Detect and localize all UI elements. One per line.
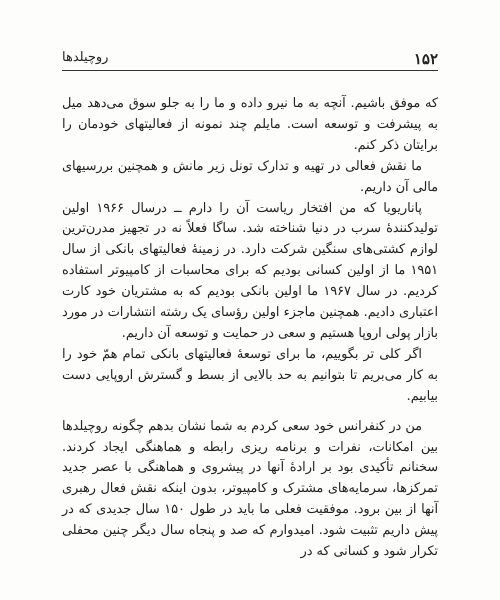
paragraph-2: ما نقش فعالی در تهیه و تدارک تونل زیر مانش و همچنین بررسیهای مالی آن داریم. (62, 158, 438, 195)
page-number: ۱۵۲ (413, 50, 438, 68)
paragraph-3: پاناریویا که من افتخار ریاست آن را دارم ــ درسال ۱۹۶۶ اولین تولیدکنندهٔ سرب در دنیا شناخته شد. ساگا فعلاً نه در تجهیز مدرن‌ترین لوازم کشتی‌های سنگین شرکت دارد. در زمینهٔ فعالیتهای بانکی از سال ۱۹۵۱ ما از اولین کسانی بودیم که برای محاسبات از کامپیوتر استفاده کردیم. در سال ۱۹۶۷ ما اولین بانکی بودیم که به مشتریان خود کارت اعتباری دادیم. همچنین ماجزء اولین رؤسای یک رشته انتشارات در مورد بازار پولی اروپا هستیم و سعی در حمایت و توسعه آن داریم. (62, 200, 439, 341)
running-title: روچیلدها (62, 50, 109, 65)
paragraph-4: اگر کلی تر بگوییم، ما برای توسعهٔ فعالیتهای بانکی تمام همّ خود را به کار می‌بریم تا بتوانیم به حد بالایی از بسط و گسترش اروپایی دست بیابیم. (62, 346, 438, 404)
paragraph-5: من در کنفرانس خود سعی کردم به شما نشان بدهم چگونه روچیلدها بین امکانات، نفرات و برنامه ریزی رابطه و هماهنگی ایجاد کردند. سخنانم تأکیدی بود بر ارادهٔ آنها در پیشروی و هماهنگی با عصر جدید تمرکزها، سرمایه‌های مشترک و کامپیوتر، بدون اینکه نقش فعال رهبری آنها از بین برود. موفقیت فعلی ما باید در طول ۱۵۰ سال جدیدی که در پیش داریم تثبیت شود. امیدوارم که صد و پنجاه سال دیگر چنین محفلی تکرار شود و کسانی که در (62, 418, 438, 560)
body-text (62, 94, 438, 563)
page-header (62, 48, 438, 71)
paragraph-1: که موفق باشیم. آنچه به ما نیرو داده و ما را به جلو سوق می‌دهد میل به پیشرفت و توسعه است. مایلم چند نمونه از فعالیتهای خودمان را برایتان ذکر کنم. (62, 96, 438, 153)
